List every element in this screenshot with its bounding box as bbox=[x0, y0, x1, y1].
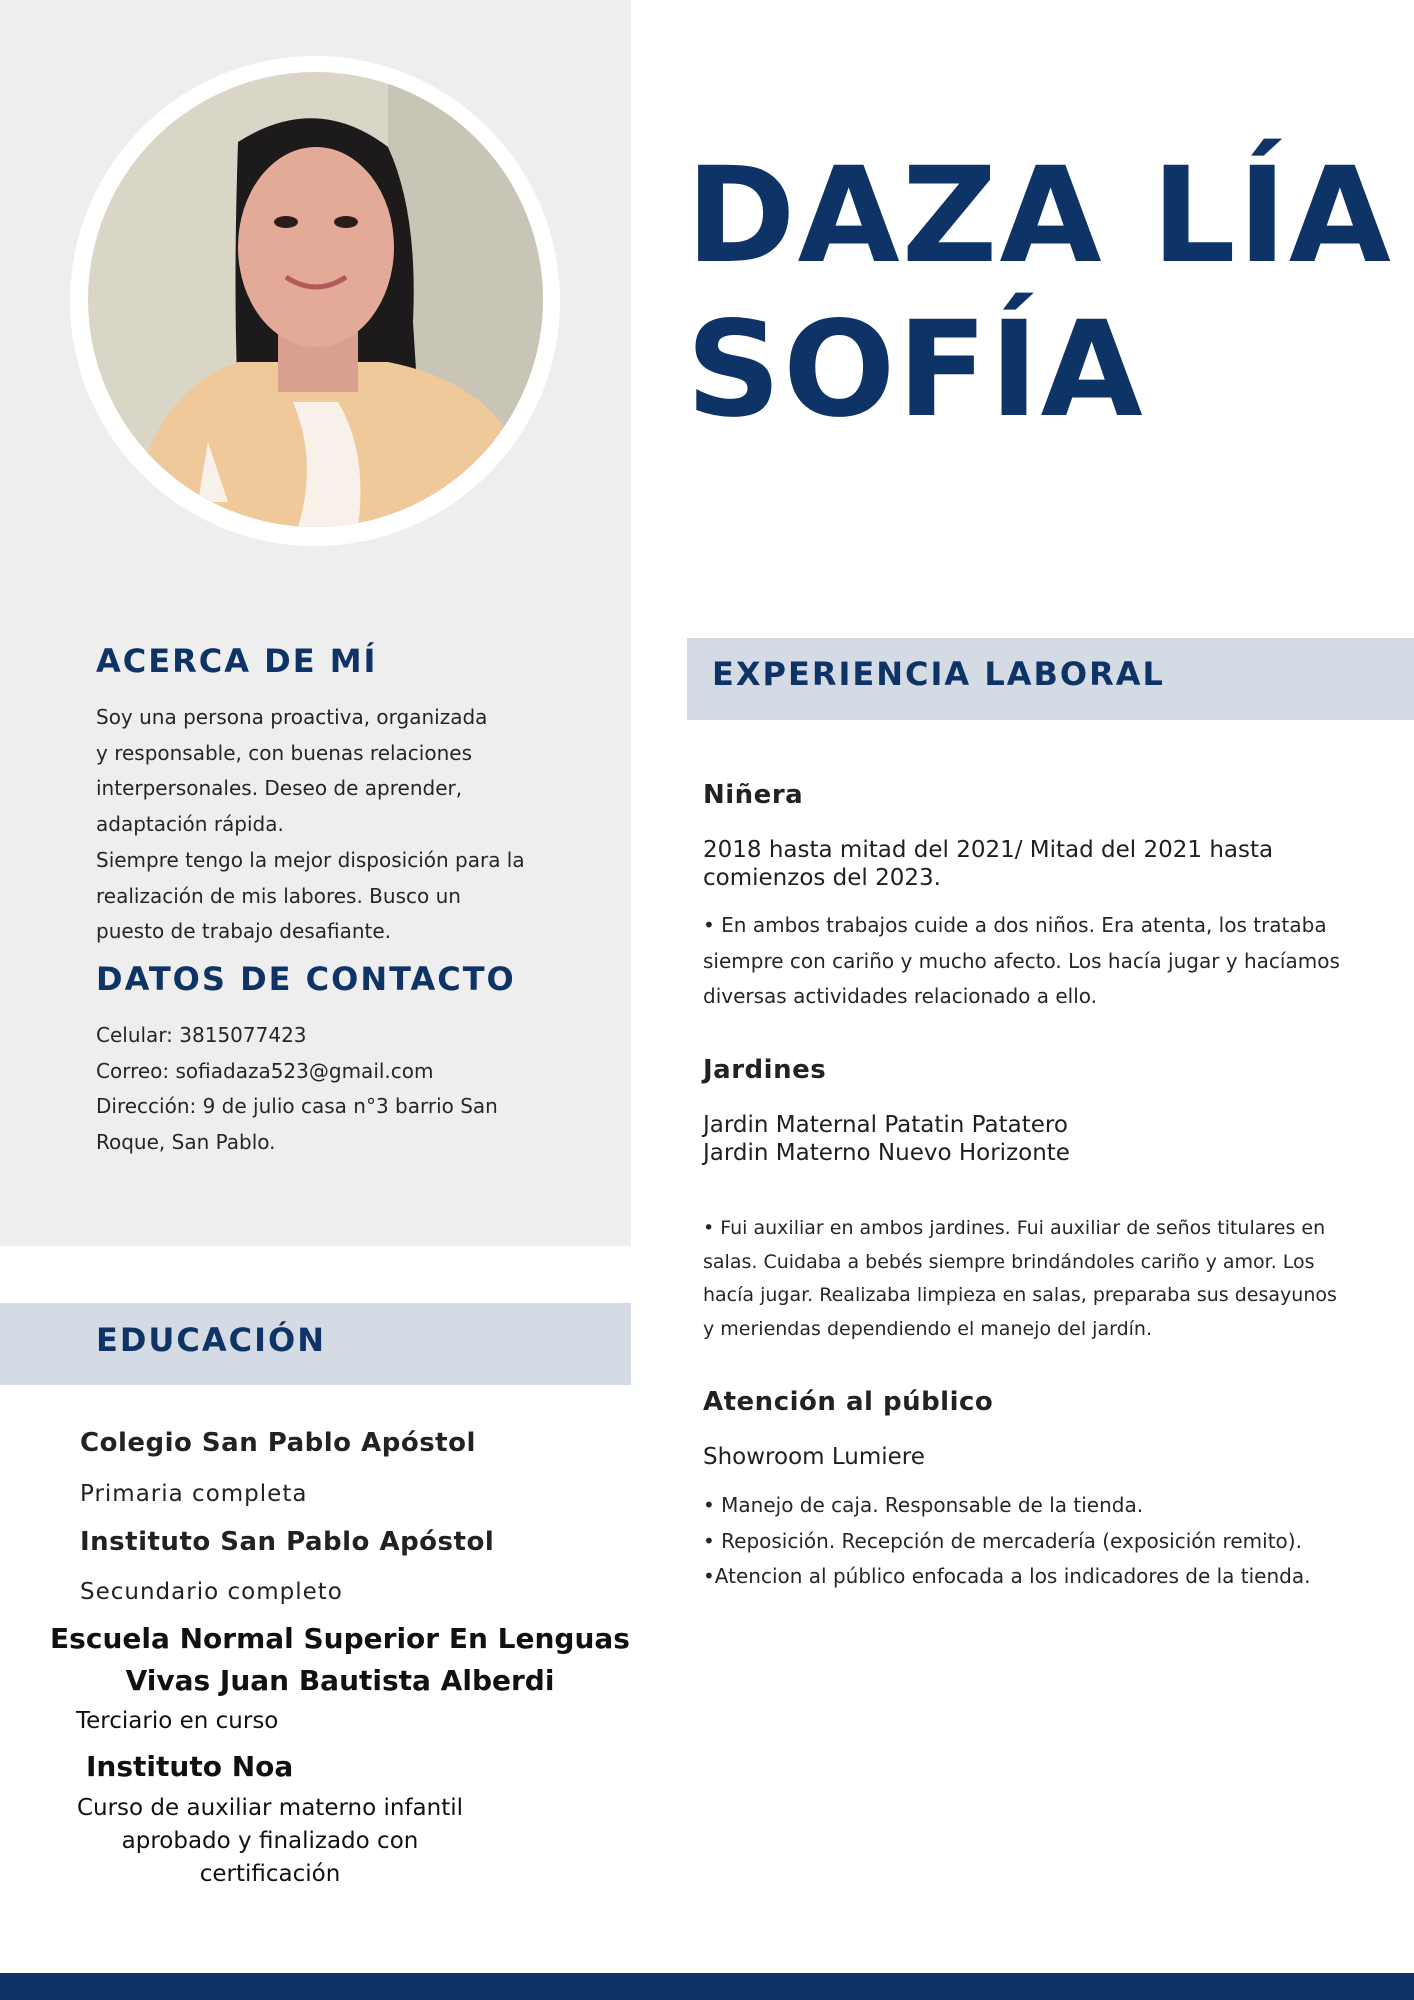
education-school-1: Colegio San Pablo Apóstol bbox=[80, 1428, 476, 1458]
education-detail-2: Secundario completo bbox=[80, 1579, 343, 1605]
job-desc-line: hacía jugar. Realizaba limpieza en salas, preparaba sus desayunos bbox=[703, 1284, 1337, 1306]
about-title: ACERCA DE MÍ bbox=[96, 642, 378, 680]
education-detail-4 bbox=[60, 1792, 480, 1891]
education-school-2: Instituto San Pablo Apóstol bbox=[80, 1527, 495, 1557]
job-desc-line: diversas actividades relacionado a ello. bbox=[703, 984, 1098, 1009]
name-line-1: DAZA LÍA bbox=[686, 139, 1393, 293]
education-title: EDUCACIÓN bbox=[96, 1321, 327, 1359]
portrait-image bbox=[88, 72, 543, 527]
job-title-2: Jardines bbox=[703, 1055, 827, 1085]
education-school-3 bbox=[40, 1618, 640, 1702]
job-desc-line: y meriendas dependiendo el manejo del jardín. bbox=[703, 1317, 1153, 1340]
job-title-3: Atención al público bbox=[703, 1387, 994, 1417]
job-subtitle-2 bbox=[703, 1111, 1393, 1167]
job-desc-1 bbox=[703, 908, 1403, 1015]
job-subtitle-3 bbox=[703, 1443, 1393, 1471]
about-line: realización de mis labores. Busco un bbox=[96, 883, 461, 908]
job-desc-line: • En ambos trabajos cuide a dos niños. Era atenta, los trataba bbox=[703, 913, 1327, 937]
job-subtitle-line: 2018 hasta mitad del 2021/ Mitad del 2021 hasta bbox=[703, 837, 1274, 863]
job-desc-line: • Reposición. Recepción de mercadería (exposición remito). bbox=[703, 1528, 1302, 1553]
contact-info bbox=[96, 1018, 616, 1161]
job-desc-3 bbox=[703, 1488, 1403, 1595]
job-title-1: Niñera bbox=[703, 780, 804, 810]
education-school-4: Instituto Noa bbox=[86, 1750, 294, 1783]
education-school-3-line: Escuela Normal Superior En Lenguas bbox=[50, 1622, 630, 1655]
job-subtitle-line: Jardin Maternal Patatin Patatero bbox=[703, 1112, 1068, 1138]
job-desc-2 bbox=[703, 1212, 1403, 1346]
job-desc-line: • Fui auxiliar en ambos jardines. Fui auxiliar de seños titulares en bbox=[703, 1217, 1326, 1239]
about-line: interpersonales. Deseo de aprender, bbox=[96, 776, 463, 801]
about-line: Soy una persona proactiva, organizada bbox=[96, 705, 488, 729]
job-desc-line: • Manejo de caja. Responsable de la tienda. bbox=[703, 1493, 1144, 1517]
about-line: Siempre tengo la mejor disposición para la bbox=[96, 847, 525, 872]
job-subtitle-line: Jardin Materno Nuevo Horizonte bbox=[703, 1140, 1070, 1166]
education-detail-4-line: Curso de auxiliar materno infantil bbox=[76, 1795, 464, 1821]
job-subtitle-1 bbox=[703, 836, 1393, 892]
contact-phone: Celular: 3815077423 bbox=[96, 1023, 307, 1047]
education-detail-4-line: certificación bbox=[199, 1861, 341, 1887]
about-line: y responsable, con buenas relaciones bbox=[96, 740, 472, 765]
education-detail-1: Primaria completa bbox=[80, 1481, 308, 1507]
contact-title: DATOS DE CONTACTO bbox=[96, 960, 516, 998]
education-school-3-line: Vivas Juan Bautista Alberdi bbox=[125, 1664, 555, 1697]
job-desc-line: siempre con cariño y mucho afecto. Los hacía jugar y hacíamos bbox=[703, 948, 1340, 973]
contact-email: Correo: sofiadaza523@gmail.com bbox=[96, 1058, 434, 1083]
job-desc-line: salas. Cuidaba a bebés siempre brindándoles cariño y amor. Los bbox=[703, 1250, 1315, 1273]
contact-address-cont: Roque, San Pablo. bbox=[96, 1130, 276, 1155]
name-line-2: SOFÍA bbox=[686, 293, 1145, 447]
job-subtitle-line: comienzos del 2023. bbox=[703, 865, 941, 891]
education-detail-3: Terciario en curso bbox=[76, 1708, 279, 1734]
footer-bar bbox=[0, 1973, 1414, 2000]
about-line: adaptación rápida. bbox=[96, 812, 284, 837]
job-subtitle-line: Showroom Lumiere bbox=[703, 1444, 925, 1470]
contact-address: Dirección: 9 de julio casa n°3 barrio San bbox=[96, 1094, 498, 1119]
about-text bbox=[96, 700, 616, 950]
profile-photo bbox=[88, 72, 543, 527]
job-desc-line: •Atencion al público enfocada a los indicadores de la tienda. bbox=[703, 1564, 1311, 1589]
education-detail-4-line: aprobado y finalizado con bbox=[121, 1828, 419, 1854]
experience-title: EXPERIENCIA LABORAL bbox=[712, 655, 1165, 693]
about-line: puesto de trabajo desafiante. bbox=[96, 919, 392, 944]
